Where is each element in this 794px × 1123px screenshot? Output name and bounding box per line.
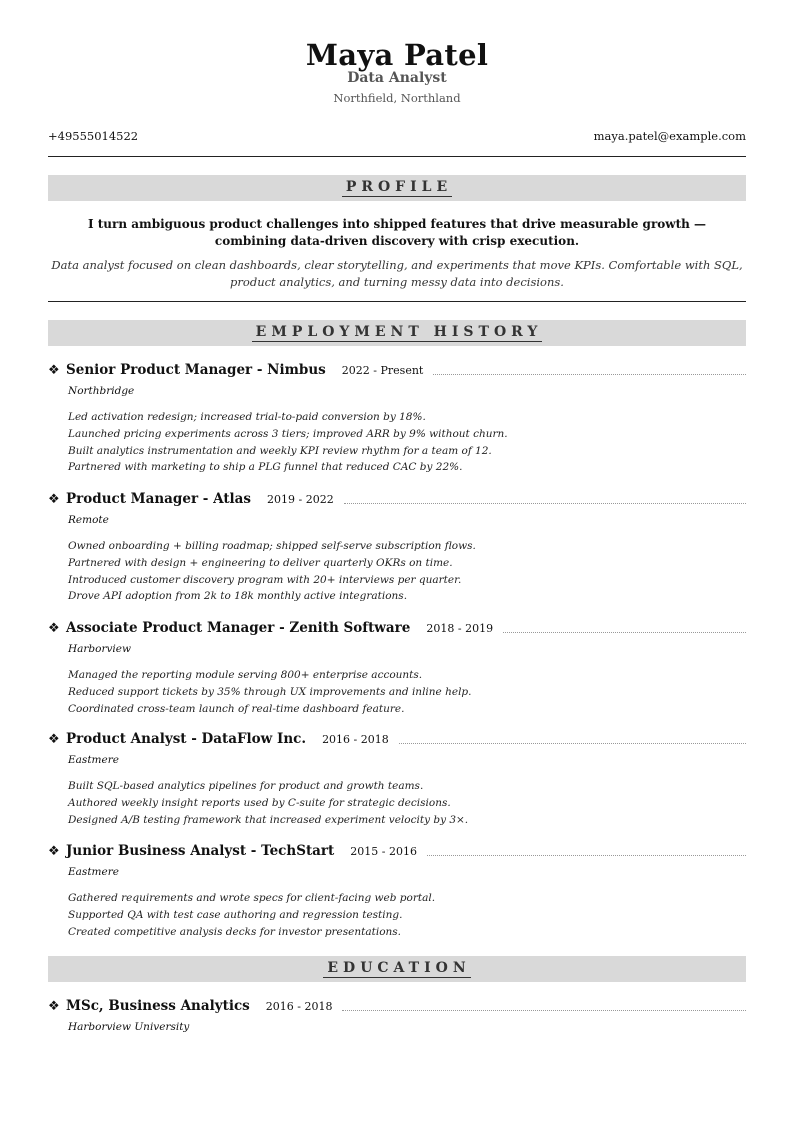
job-entry bbox=[48, 361, 746, 476]
contact-row bbox=[48, 129, 746, 143]
job-entry bbox=[48, 842, 746, 940]
section-title-profile: PROFILE bbox=[342, 179, 452, 197]
four-diamonds-icon: ❖ bbox=[48, 362, 60, 378]
four-diamonds-icon: ❖ bbox=[48, 731, 60, 747]
dotted-rule bbox=[433, 374, 746, 375]
dotted-rule bbox=[344, 503, 746, 504]
job-location: Remote bbox=[68, 514, 109, 526]
job-achievement: Built SQL-based analytics pipelines for product and growth teams. bbox=[68, 780, 424, 792]
profile-summary: I turn ambiguous product challenges into shipped features that drive measurable growth — combining data-driven discovery with crisp execution. bbox=[87, 217, 707, 248]
job-achievement: Partnered with marketing to ship a PLG funnel that reduced CAC by 22%. bbox=[68, 461, 463, 474]
job-entry bbox=[48, 730, 746, 828]
school-name: Harborview University bbox=[68, 1021, 190, 1033]
four-diamonds-icon: ❖ bbox=[48, 998, 60, 1014]
job-dates: 2019 - 2022 bbox=[267, 492, 334, 506]
job-achievement: Supported QA with test case authoring and regression testing. bbox=[68, 908, 403, 921]
four-diamonds-icon: ❖ bbox=[48, 491, 60, 507]
job-title: Associate Product Manager - Zenith Software bbox=[66, 620, 411, 636]
divider bbox=[48, 156, 746, 157]
job-dates: 2015 - 2016 bbox=[350, 844, 417, 858]
dotted-rule bbox=[427, 855, 746, 856]
job-achievement: Managed the reporting module serving 800+ enterprise accounts. bbox=[68, 669, 423, 681]
phone-number[interactable]: +49555014522 bbox=[48, 129, 139, 143]
dotted-rule bbox=[399, 743, 746, 744]
email-address[interactable]: maya.patel@example.com bbox=[593, 129, 746, 143]
job-achievement: Built analytics instrumentation and weekly KPI review rhythm for a team of 12. bbox=[68, 444, 492, 457]
job-achievement: Created competitive analysis decks for investor presentations. bbox=[68, 925, 402, 938]
dotted-rule bbox=[503, 632, 746, 633]
divider bbox=[48, 301, 746, 302]
section-header-employment bbox=[48, 320, 746, 346]
job-title: Product Manager - Atlas bbox=[66, 491, 252, 507]
education-entry bbox=[48, 997, 746, 1033]
candidate-location: Northfield, Northland bbox=[333, 91, 461, 105]
job-location: Eastmere bbox=[68, 754, 119, 766]
job-achievement: Designed A/B testing framework that increased experiment velocity by 3×. bbox=[68, 813, 469, 826]
job-achievement: Led activation redesign; increased trial-to-paid conversion by 18%. bbox=[68, 411, 426, 423]
job-entry bbox=[48, 619, 746, 717]
job-entry bbox=[48, 490, 746, 605]
job-location: Eastmere bbox=[68, 866, 119, 878]
job-achievement: Partnered with design + engineering to deliver quarterly OKRs on time. bbox=[68, 556, 453, 569]
section-header-education bbox=[48, 956, 746, 982]
candidate-name: Maya Patel bbox=[305, 38, 489, 72]
dotted-rule bbox=[342, 1010, 746, 1011]
four-diamonds-icon: ❖ bbox=[48, 843, 60, 859]
job-achievement: Authored weekly insight reports used by C-suite for strategic decisions. bbox=[68, 796, 451, 809]
job-achievement: Drove API adoption from 2k to 18k monthly active integrations. bbox=[68, 590, 408, 603]
job-achievement: Launched pricing experiments across 3 tiers; improved ARR by 9% without churn. bbox=[68, 427, 508, 440]
job-location: Northbridge bbox=[68, 385, 135, 397]
job-achievement: Coordinated cross-team launch of real-time dashboard feature. bbox=[68, 702, 405, 715]
job-achievement: Introduced customer discovery program with 20+ interviews per quarter. bbox=[68, 573, 462, 586]
job-location: Harborview bbox=[68, 643, 131, 655]
degree-title: MSc, Business Analytics bbox=[66, 998, 250, 1014]
job-title: Senior Product Manager - Nimbus bbox=[66, 362, 326, 378]
job-dates: 2018 - 2019 bbox=[426, 621, 494, 635]
section-title-employment: EMPLOYMENT HISTORY bbox=[252, 324, 543, 342]
job-title: Junior Business Analyst - TechStart bbox=[66, 843, 335, 859]
education-dates: 2016 - 2018 bbox=[265, 999, 333, 1013]
section-title-education: EDUCATION bbox=[323, 960, 470, 978]
resume-header bbox=[0, 0, 794, 105]
job-title: Product Analyst - DataFlow Inc. bbox=[66, 731, 307, 747]
section-header-profile bbox=[48, 175, 746, 201]
profile-description: Data analyst focused on clean dashboards, clear storytelling, and experiments that move KPIs. Comfortable with SQL, product analytics, and turning messy data into decisions. bbox=[51, 258, 743, 289]
four-diamonds-icon: ❖ bbox=[48, 620, 60, 636]
job-achievement: Gathered requirements and wrote specs for client-facing web portal. bbox=[68, 892, 436, 904]
job-achievement: Owned onboarding + billing roadmap; shipped self-serve subscription flows. bbox=[68, 540, 476, 552]
job-dates: 2022 - Present bbox=[341, 363, 424, 377]
job-dates: 2016 - 2018 bbox=[322, 732, 389, 746]
candidate-title: Data Analyst bbox=[347, 70, 447, 86]
job-achievement: Reduced support tickets by 35% through UX improvements and inline help. bbox=[68, 685, 472, 698]
